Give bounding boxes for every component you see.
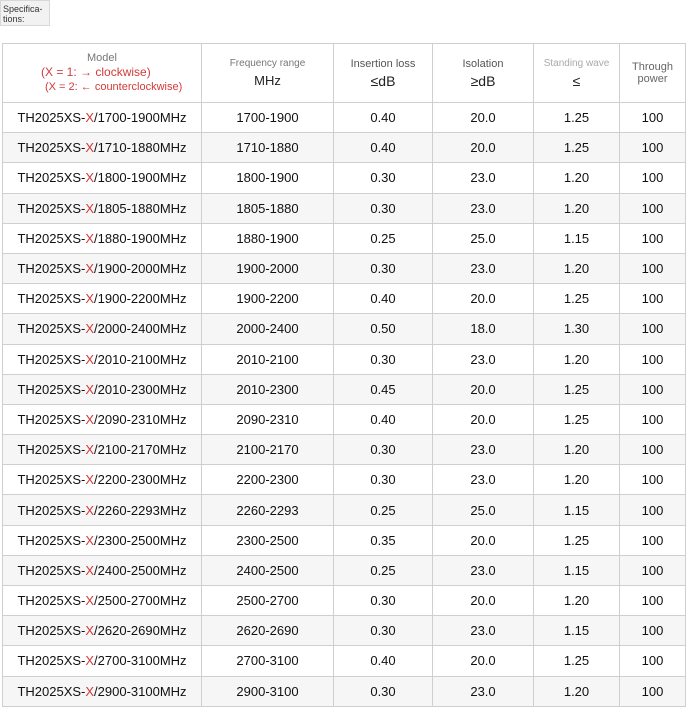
frequency-cell: 1880-1900	[202, 223, 334, 253]
header-model	[3, 44, 202, 103]
insertion-loss-cell: 0.30	[334, 465, 433, 495]
through-power-cell: 100	[620, 314, 686, 344]
isolation-cell: 23.0	[433, 253, 534, 283]
through-power-cell: 100	[620, 344, 686, 374]
frequency-cell: 2200-2300	[202, 465, 334, 495]
standing-wave-cell: 1.15	[534, 223, 620, 253]
insertion-loss-cell: 0.30	[334, 676, 433, 706]
frequency-cell: 2620-2690	[202, 616, 334, 646]
model-cell	[3, 374, 202, 404]
model-x: X	[85, 261, 95, 277]
model-cell	[3, 133, 202, 163]
insertion-loss-cell: 0.45	[334, 374, 433, 404]
model-cell	[3, 223, 202, 253]
model-cell	[3, 465, 202, 495]
model-suffix: /2260-2293MHz	[94, 502, 187, 518]
header-through-power: Through power	[620, 44, 686, 103]
model-cell	[3, 586, 202, 616]
header-insertion-loss-title: Insertion loss	[350, 57, 416, 70]
frequency-cell: 1800-1900	[202, 163, 334, 193]
standing-wave-cell: 1.25	[534, 646, 620, 676]
header-frequency	[202, 44, 334, 103]
model-cell	[3, 616, 202, 646]
standing-wave-cell: 1.25	[534, 284, 620, 314]
header-frequency-title: Frequency range	[229, 58, 306, 69]
model-prefix: TH2025XS-	[17, 230, 86, 246]
model-suffix: /2300-2500MHz	[94, 532, 187, 548]
model-cell	[3, 163, 202, 193]
insertion-loss-cell: 0.30	[334, 344, 433, 374]
through-power-cell: 100	[620, 404, 686, 434]
through-power-cell: 100	[620, 525, 686, 555]
model-suffix: /2090-2310MHz	[94, 411, 187, 427]
frequency-cell: 2900-3100	[202, 676, 334, 706]
table-row	[3, 193, 686, 223]
header-insertion-loss-unit: ≤dB	[370, 72, 396, 89]
isolation-cell: 23.0	[433, 435, 534, 465]
isolation-cell: 23.0	[433, 616, 534, 646]
model-suffix: /1710-1880MHz	[94, 140, 187, 156]
through-power-cell: 100	[620, 435, 686, 465]
model-cell	[3, 284, 202, 314]
model-suffix: /2200-2300MHz	[94, 472, 187, 488]
frequency-cell: 2260-2293	[202, 495, 334, 525]
standing-wave-cell: 1.20	[534, 344, 620, 374]
header-model-clockwise: (X = 1: → clockwise)	[41, 65, 151, 79]
frequency-cell: 2090-2310	[202, 404, 334, 434]
model-cell	[3, 404, 202, 434]
model-prefix: TH2025XS-	[17, 351, 86, 367]
isolation-cell: 20.0	[433, 525, 534, 555]
model-x: X	[85, 562, 95, 578]
standing-wave-cell: 1.25	[534, 525, 620, 555]
table-row	[3, 646, 686, 676]
model-cell	[3, 555, 202, 585]
header-isolation-title: Isolation	[462, 57, 504, 70]
model-x: X	[85, 623, 95, 639]
table-row	[3, 586, 686, 616]
insertion-loss-cell: 0.40	[334, 646, 433, 676]
through-power-cell: 100	[620, 465, 686, 495]
through-power-cell: 100	[620, 646, 686, 676]
model-prefix: TH2025XS-	[17, 110, 86, 126]
model-prefix: TH2025XS-	[17, 562, 86, 578]
isolation-cell: 20.0	[433, 404, 534, 434]
isolation-cell: 23.0	[433, 193, 534, 223]
isolation-cell: 20.0	[433, 646, 534, 676]
model-x: X	[85, 321, 95, 337]
model-cell	[3, 253, 202, 283]
frequency-cell: 1710-1880	[202, 133, 334, 163]
model-x: X	[85, 351, 95, 367]
model-prefix: TH2025XS-	[17, 593, 86, 609]
isolation-cell: 23.0	[433, 555, 534, 585]
model-prefix: TH2025XS-	[17, 502, 86, 518]
insertion-loss-cell: 0.40	[334, 103, 433, 133]
through-power-cell: 100	[620, 586, 686, 616]
frequency-cell: 2300-2500	[202, 525, 334, 555]
header-isolation-unit: ≥dB	[470, 72, 496, 89]
model-prefix: TH2025XS-	[17, 623, 86, 639]
insertion-loss-cell: 0.30	[334, 163, 433, 193]
frequency-cell: 1700-1900	[202, 103, 334, 133]
standing-wave-cell: 1.25	[534, 133, 620, 163]
model-cell	[3, 435, 202, 465]
model-x: X	[85, 593, 95, 609]
model-prefix: TH2025XS-	[17, 472, 86, 488]
insertion-loss-cell: 0.30	[334, 253, 433, 283]
table-row	[3, 314, 686, 344]
model-suffix: /2900-3100MHz	[94, 683, 187, 699]
specifications-table	[2, 43, 686, 707]
header-standing-wave-title: Standing wave	[543, 57, 610, 69]
table-row	[3, 525, 686, 555]
standing-wave-cell: 1.20	[534, 193, 620, 223]
model-cell	[3, 676, 202, 706]
frequency-cell: 1900-2200	[202, 284, 334, 314]
insertion-loss-cell: 0.30	[334, 586, 433, 616]
through-power-cell: 100	[620, 616, 686, 646]
model-cell	[3, 314, 202, 344]
model-x: X	[85, 230, 95, 246]
table-row	[3, 495, 686, 525]
model-prefix: TH2025XS-	[17, 140, 86, 156]
insertion-loss-cell: 0.30	[334, 616, 433, 646]
through-power-cell: 100	[620, 495, 686, 525]
table-row	[3, 465, 686, 495]
frequency-cell: 2100-2170	[202, 435, 334, 465]
model-suffix: /1900-2000MHz	[94, 261, 187, 277]
isolation-cell: 25.0	[433, 223, 534, 253]
table-row	[3, 616, 686, 646]
frequency-cell: 2700-3100	[202, 646, 334, 676]
standing-wave-cell: 1.20	[534, 586, 620, 616]
model-cell	[3, 344, 202, 374]
header-insertion-loss	[334, 44, 433, 103]
model-x: X	[85, 110, 95, 126]
table-body	[3, 103, 686, 707]
frequency-cell: 2010-2100	[202, 344, 334, 374]
frequency-cell: 1900-2000	[202, 253, 334, 283]
frequency-cell: 1805-1880	[202, 193, 334, 223]
tag-line1: Specifica-	[3, 4, 43, 14]
model-cell	[3, 103, 202, 133]
insertion-loss-cell: 0.30	[334, 435, 433, 465]
insertion-loss-cell: 0.40	[334, 133, 433, 163]
table-row	[3, 163, 686, 193]
model-suffix: /1800-1900MHz	[94, 170, 187, 186]
model-cell	[3, 495, 202, 525]
table-row	[3, 344, 686, 374]
model-x: X	[85, 472, 95, 488]
model-prefix: TH2025XS-	[17, 321, 86, 337]
isolation-cell: 25.0	[433, 495, 534, 525]
through-power-cell: 100	[620, 103, 686, 133]
model-x: X	[85, 653, 95, 669]
model-x: X	[85, 291, 95, 307]
standing-wave-cell: 1.30	[534, 314, 620, 344]
standing-wave-cell: 1.25	[534, 404, 620, 434]
through-power-cell: 100	[620, 193, 686, 223]
model-suffix: /1880-1900MHz	[94, 230, 187, 246]
model-x: X	[85, 381, 95, 397]
table-row	[3, 435, 686, 465]
table-row	[3, 676, 686, 706]
through-power-cell: 100	[620, 133, 686, 163]
table-row	[3, 284, 686, 314]
isolation-cell: 23.0	[433, 676, 534, 706]
model-cell	[3, 646, 202, 676]
model-prefix: TH2025XS-	[17, 200, 86, 216]
insertion-loss-cell: 0.25	[334, 223, 433, 253]
model-x: X	[85, 140, 95, 156]
isolation-cell: 23.0	[433, 163, 534, 193]
header-model-counterclockwise: (X = 2: ← counterclockwise)	[45, 81, 183, 93]
model-suffix: /2010-2100MHz	[94, 351, 187, 367]
standing-wave-cell: 1.20	[534, 163, 620, 193]
through-power-cell: 100	[620, 374, 686, 404]
tag-line2: tions:	[3, 14, 25, 24]
table-row	[3, 555, 686, 585]
header-standing-wave-unit: ≤	[572, 72, 581, 89]
standing-wave-cell: 1.20	[534, 435, 620, 465]
standing-wave-cell: 1.15	[534, 495, 620, 525]
frequency-cell: 2400-2500	[202, 555, 334, 585]
model-prefix: TH2025XS-	[17, 291, 86, 307]
standing-wave-cell: 1.15	[534, 555, 620, 585]
standing-wave-cell: 1.20	[534, 253, 620, 283]
standing-wave-cell: 1.25	[534, 103, 620, 133]
standing-wave-cell: 1.20	[534, 676, 620, 706]
frequency-cell: 2000-2400	[202, 314, 334, 344]
standing-wave-cell: 1.15	[534, 616, 620, 646]
header-frequency-unit: MHz	[254, 73, 281, 88]
specifications-tag	[0, 0, 50, 26]
model-suffix: /1805-1880MHz	[94, 200, 187, 216]
header-model-title: Model	[87, 52, 117, 64]
insertion-loss-cell: 0.40	[334, 284, 433, 314]
model-prefix: TH2025XS-	[17, 653, 86, 669]
through-power-cell: 100	[620, 223, 686, 253]
header-row	[3, 44, 686, 103]
model-x: X	[85, 502, 95, 518]
standing-wave-cell: 1.25	[534, 374, 620, 404]
model-x: X	[85, 442, 95, 458]
isolation-cell: 23.0	[433, 344, 534, 374]
model-x: X	[85, 411, 95, 427]
model-cell	[3, 525, 202, 555]
header-isolation	[433, 44, 534, 103]
standing-wave-cell: 1.20	[534, 465, 620, 495]
frequency-cell: 2010-2300	[202, 374, 334, 404]
table-row	[3, 133, 686, 163]
through-power-cell: 100	[620, 555, 686, 585]
isolation-cell: 20.0	[433, 103, 534, 133]
table-row	[3, 253, 686, 283]
frequency-cell: 2500-2700	[202, 586, 334, 616]
insertion-loss-cell: 0.25	[334, 555, 433, 585]
through-power-cell: 100	[620, 253, 686, 283]
model-prefix: TH2025XS-	[17, 683, 86, 699]
insertion-loss-cell: 0.30	[334, 193, 433, 223]
model-x: X	[85, 200, 95, 216]
model-prefix: TH2025XS-	[17, 532, 86, 548]
model-prefix: TH2025XS-	[17, 442, 86, 458]
insertion-loss-cell: 0.50	[334, 314, 433, 344]
table-row	[3, 374, 686, 404]
isolation-cell: 20.0	[433, 374, 534, 404]
insertion-loss-cell: 0.40	[334, 404, 433, 434]
model-suffix: /2010-2300MHz	[94, 381, 187, 397]
model-suffix: /2700-3100MHz	[94, 653, 187, 669]
isolation-cell: 20.0	[433, 133, 534, 163]
model-suffix: /1900-2200MHz	[94, 291, 187, 307]
model-x: X	[85, 683, 95, 699]
model-x: X	[85, 532, 95, 548]
isolation-cell: 20.0	[433, 284, 534, 314]
model-suffix: /2620-2690MHz	[94, 623, 187, 639]
table-row	[3, 223, 686, 253]
model-suffix: /2500-2700MHz	[94, 593, 187, 609]
isolation-cell: 20.0	[433, 586, 534, 616]
insertion-loss-cell: 0.35	[334, 525, 433, 555]
model-cell	[3, 193, 202, 223]
through-power-cell: 100	[620, 284, 686, 314]
model-suffix: /2000-2400MHz	[94, 321, 187, 337]
isolation-cell: 23.0	[433, 465, 534, 495]
table-row	[3, 103, 686, 133]
model-suffix: /1700-1900MHz	[94, 110, 187, 126]
model-suffix: /2400-2500MHz	[94, 562, 187, 578]
through-power-cell: 100	[620, 163, 686, 193]
model-x: X	[85, 170, 95, 186]
header-standing-wave	[534, 44, 620, 103]
isolation-cell: 18.0	[433, 314, 534, 344]
model-suffix: /2100-2170MHz	[94, 442, 187, 458]
model-prefix: TH2025XS-	[17, 261, 86, 277]
model-prefix: TH2025XS-	[17, 170, 86, 186]
model-prefix: TH2025XS-	[17, 381, 86, 397]
model-prefix: TH2025XS-	[17, 411, 86, 427]
through-power-cell: 100	[620, 676, 686, 706]
table-row	[3, 404, 686, 434]
insertion-loss-cell: 0.25	[334, 495, 433, 525]
